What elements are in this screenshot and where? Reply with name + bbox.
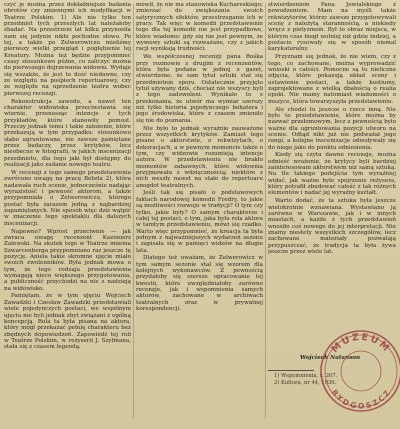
paragraph: Nie było to jednak wyraźnie zauważone przez wszystkich krytyków. Zamiast tego pisano o aktorstwie, o rekwizytach, o dekoracjach, a w pewnym momencie także o tym, czy widzowie rozumieją intencje autora. W przedstawieniu nie brakło momentów zabawnych, które widownia przyjmowała z wdzięcznością; niektóre z nich weszły nawet na stałe do repertuaru anegdot teatralnych. [136,125,263,189]
paragraph: Jeśli tak się pisało o podstawowych faktach narodowej komedii Fredry, to jakie są możliwości rozwoju w tradycji? O tym czy tylko, jakie były? O samym charakterze i całej tej postaci, o tym, jaka była rola aktora w tamtym przedstawieniu, mówi się rzadko. Warto więc przypomnieć, że kreacja ta była jednym z najważniejszych wydarzeń sezonu i zapisała się w pamięci widzów na długie lata. [136,190,263,254]
paragraph: We współczesnej recenzji pana Rośka przy rozmowie z drugim z recenzentów, która była podana w jednej z gazet, stwierdzono, że sam tytuł sztuki stał się przedmiotem sporu. Ostatecznie przyjęto tytuł używany dziś, chociaż nie wszyscy byli z tego zadowoleni. Wynikało to z przekonania, że utwór ma wymiar szerszy niż tylko historia pojedynczego bohatera i jego środowiska, które z czasem zmieniło się nie do poznania. [136,54,263,124]
paragraph: Ale chodzi tu jeszcze o rzecz inną. Nie było to przedstawienie, które można by nazwać przełomowym, lecz z pewnością było ważne dla ugruntowania pozycji utworu na scenie. Odtąd nikt już nie podważał jego rangi, a kolejne inscenizacje odwoływały się do niego jako do punktu odniesienia. [268,106,396,151]
text-column-2 [136,2,263,425]
text-column-1 [4,2,131,425]
paragraph: Pamiętam, że w tym ujęciu Wojciech Zawadzki i Czesław Zawadzki przedstawiali wiele pojedynczych postaci, we wspólnym ujęciu nie byli jednak zbyt związani z ogólną koncepcją. Rola ta była pisana na aktora, który mógł przekazać pełnię charakteru bez zbędnych dopowiedzeń. Zapowiedź tej roli w Teatrze Polskim, w reżyserii J. Szyfmana, stała się z czasem legendą. [4,293,131,351]
paragraph: Rekonstrukcja zawodu, a nawet ten charakter widowiska przeciwstawia się wiernie, przenosząc intencje z tych przykładów, które stanowiły pomost. Przeczy jednak temu i takie założenie, które przekazują w tym przypadku: stosunkowo słabo ugruntowane, nie zawsze pamiętane przez badaczy, przez krytyków, lecz nieobecne w fotografii, w jakich inscenizacji przedmiotu, dla tego jaki był dostępny do realizacji jako zadanie nowego teatru. [4,98,131,169]
footnotes [268,370,396,387]
footnote-separator [268,370,314,371]
author-signature: Wojciech Natanson [300,355,361,361]
paragraph: Dlatego też uważam, że Zelwerowicz w tym samym sezonie stał się wzorem dla kolejnych wykonawców. Z pewnością przydałoby się szersze opracowanie tej kwestii, które uwzględniałoby zarówno recenzje, jak i wspomnienia samych aktorów, zachowane w archiwach teatralnych oraz w prywatnej korespondencji. [136,255,263,313]
paragraph: stwierdzeniem Pana Jowialskiego z powodzeniem. Mam na myśli także rekwizytorów, którzy zawsze przygotowywali sceny z należytą starannością, a niekiedy wręcz z pietyzmem. Był to obraz miejsca, w którym czas biegł wolniej niż gdzie indziej, a postacie rysowały się w sposób niemal karykaturalny. [268,2,396,53]
text-column-3 [268,2,396,364]
footnote: 2) Kultura, nr 44, 1930. [274,380,337,387]
paragraph: Przyznam się jednak, że nie wiem, czy z tego, co zachowane, można wyprowadzić wnioski o całości. Pomocne są tu nieliczne zdjęcia, które pokazują układ sceny i ustawienie postaci, a także kostiumy, zaprojektowane z wielką dbałością o realia epoki. Nie mamy natomiast wiadomości o muzyce, która towarzyszyła przedstawieniu. [268,54,396,105]
stamp-text-bottom: BYDGOSZCZ [329,387,393,411]
paragraph: Warto dodać, że ta sztuka była jeszcze wielokrotnie wznawiana. Wystawiano ją zarówno w Warszawie, jak i w innych miastach, a każde z tych przedstawień wnosiło coś nowego do jej interpretacji. Nie znamy niestety wszystkich szczegółów, lecz zachowane materiały pozwalają przypuszczać, że tradycja ta była żywa jeszcze przez wiele lat. [268,198,396,256]
stamp-text-top: MUZEUM [329,331,393,356]
paragraph: Kiedy się czyta dawne recenzje, można odnieść wrażenie, że krytycy byli bardziej zainteresowani aktorstwem niż samą sztuką. Na tle takiego podejścia tym wyraźniej widać, jak ważne było spojrzenie reżysera, który potrafił zbudować całość z tak różnych elementów i nadać jej wyraźny kształt. [268,152,396,197]
paragraph: mówił, że nie ma stanowiska Kuchareskiego; zmierzać do zwiększania swoich satyrycznych efektów, przestrzeganie ich w pracy. Tak więc w komedii przedstawienie tego dla tej komedii nie jest przypadkowe, które wiadomo: gdy się nie jest pewnym, że wymowy sztuki są rozważane, czy z jakich racji wynikają trudności. [136,2,263,53]
paragraph: W recenzji z tego samego przedstawienia zwrócono uwagę na pracę Behrla 2), która nadawała ruch scenie, jednocześnie nadając wyrazistość i pewność aktorom, a także przypomniała o Zelwerowiczu, którego postać była zarazem jedną z najbardziej zapamiętanych. Nie sposób więc dziś wątpić w znaczenie tego spektaklu dla dalszych inscenizacji. [4,169,131,227]
paragraph: czyć je można przez dokładniejsze badania obrotów czy zmiennymi ich modyfikacji w Teatrze Polskim. 1) Ale nie tylko ten przedmiot tych przeszłych lat należałoby zbadać. Na przestrzeni lat kilku przynosiła nam się jedynie nikłe pochodne słowo. Po tej, a także po Zelwerowiczu mieliśmy pierwszy wielki przegląd i pogłębienie tej Kreatury. Można też będzie przypomnieć czasy stosunkowo późne, co zaliczyć można do pierwszego dojrzewania widowni. Wydaje się wszakże, że jest to dość niedawne, czy ze względu na pośpiech repertuarowy, czy ze względu na uprzedzenie teatru wobec pierwszej recenzji. [4,2,131,97]
footnote: 1) Wspomnienia, s. 207. [274,373,338,379]
column-divider [265,4,266,419]
paragraph: Napewno? Wprost przeciwnie — jak zwraca uwagę recenzent Kazimierz Zalewski. Na skutek tego w Teatrze imienia Szwarcenberga przypomniano raz jeszcze tę pozycję. Aniela takie skromne ujęcie miało swoich zwolenników. Była jednak mowa o tym, że tego rodzaju przedstawienia wymagają nieco większego przygotowania, a publiczność przychodzi na nie z nadzieją na widowisko. [4,228,131,292]
column-divider [133,4,134,419]
